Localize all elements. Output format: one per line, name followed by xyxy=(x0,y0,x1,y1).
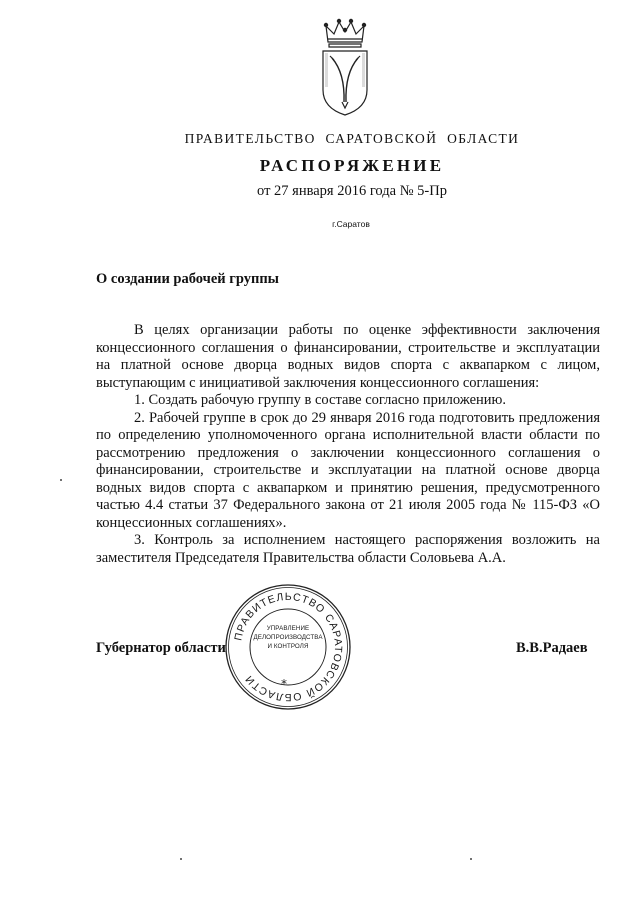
document-city: г.Саратов xyxy=(332,219,370,229)
seal-inner-line: ДЕЛОПРОИЗВОДСТВА xyxy=(253,634,323,641)
scan-speck xyxy=(470,858,472,860)
document-body xyxy=(96,322,600,567)
paragraph-item-3: 3. Контроль за исполнением настоящего распоряжения возложить на заместителя Председателя Правительства области Соловьева А.А. xyxy=(96,532,600,566)
seal-inner-text xyxy=(250,624,326,651)
paragraph-preamble: В целях организации работы по оценке эффективности заключения концессионного соглашения о финансировании, строительстве и эксплуатации на платной основе дворца водных видов спорта с аквапарком с лицом, выступающим с инициативой заключения концессионного соглашения: xyxy=(96,322,600,391)
scan-speck xyxy=(60,479,62,481)
paragraph-item-2: 2. Рабочей группе в срок до 29 января 2016 года подготовить предложения по определению уполномоченного органа исполнительной власти области по рассмотрению предложения о заключении концессионного соглашения о финансировании, строительстве и эксплуатации на платной основе дворца водных видов спорта с аквапарком и принятию решения, предусмотренного частью 4.4 статьи 37 Федерального закона от 21 июля 2005 года № 115-ФЗ «О концессионных соглашениях». xyxy=(96,409,600,531)
signatory-position: Губернатор области xyxy=(96,640,226,656)
document-type: РАСПОРЯЖЕНИЕ xyxy=(259,156,445,175)
paragraph-item-1: 1. Создать рабочую группу в составе согласно приложению. xyxy=(134,392,506,408)
document-subject: О создании рабочей группы xyxy=(96,271,280,287)
seal-inner-line: И КОНТРОЛЯ xyxy=(267,643,309,650)
saratov-coat-of-arms-icon xyxy=(318,18,372,118)
document-date-number: от 27 января 2016 года № 5-Пр xyxy=(257,183,447,199)
scan-speck xyxy=(180,858,182,860)
government-title: ПРАВИТЕЛЬСТВО САРАТОВСКОЙ ОБЛАСТИ xyxy=(184,131,520,146)
signatory-name: В.В.Радаев xyxy=(516,640,588,656)
seal-inner-line: УПРАВЛЕНИЕ xyxy=(266,625,310,632)
seal-star-icon: * xyxy=(281,677,287,691)
svg-text:ПРАВИТЕЛЬСТВО САРАТОВСКОЙ ОБЛА: ПРАВИТЕЛЬСТВО САРАТОВСКОЙ ОБЛАСТИ xyxy=(232,590,345,704)
